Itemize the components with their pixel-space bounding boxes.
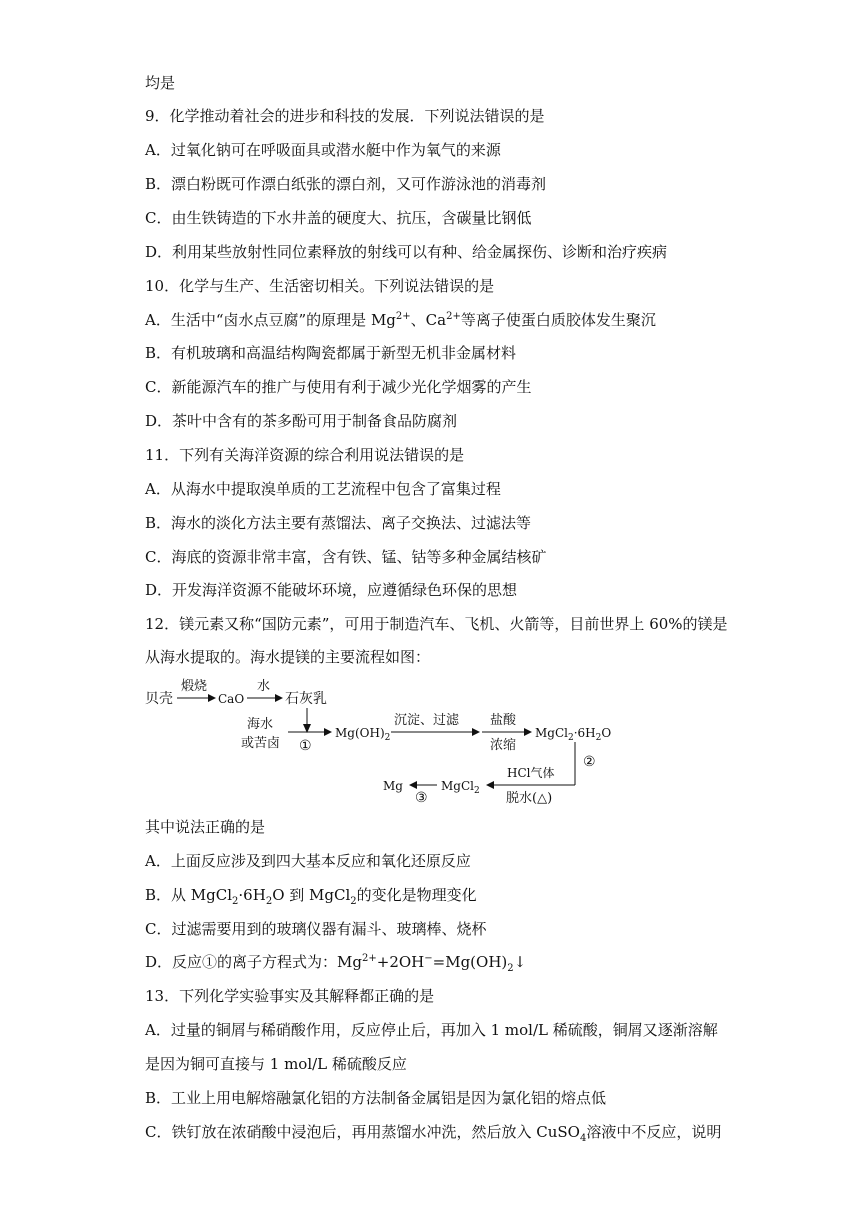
mgcl2-label: MgCl$_2$	[441, 779, 480, 796]
option-9c: C．由生铁铸造的下水井盖的硬度大、抗压，含碳量比钢低	[145, 209, 532, 227]
option-11a: A．从海水中提取溴单质的工艺流程中包含了富集过程	[145, 480, 501, 498]
option-13a-cont: 是因为铜可直接与 1 mol/L 稀硫酸反应	[145, 1055, 407, 1073]
option-12d: D．反应①的离子方程式为：$Mg^{2+}+2OH^-=Mg(OH)_2↓$	[145, 953, 527, 974]
option-10b: B．有机玻璃和高温结构陶瓷都属于新型无机非金属材料	[145, 344, 517, 362]
question-12: 12．镁元素又称“国防元素”，可用于制造汽车、飞机、火箭等，目前世界上 60%的镁是	[145, 615, 728, 633]
question-12-cont: 从海水提取的。海水提镁的主要流程如图：	[145, 648, 431, 666]
option-11c: C．海底的资源非常丰富，含有铁、锰、钴等多种金属结核矿	[145, 548, 547, 566]
dehydrate-label: 脱水(△)	[506, 791, 553, 806]
option-9d: D．利用某些放射性同位素释放的射线可以有种、给金属探伤、诊断和治疗疾病	[145, 243, 668, 261]
water-label: 水	[257, 679, 271, 694]
option-12c: C．过滤需要用到的玻璃仪器有漏斗、玻璃棒、烧杯	[145, 920, 487, 938]
question-10: 10．化学与生产、生活密切相关。下列说法错误的是	[145, 277, 495, 295]
brine-label: 或苦卤	[241, 736, 281, 751]
precip-filter-label: 沉淀、过滤	[394, 713, 460, 728]
mg-label: Mg	[383, 779, 403, 793]
calcine-label: 煅烧	[181, 679, 208, 694]
question-11: 11．下列有关海洋资源的综合利用说法错误的是	[145, 446, 465, 464]
step1-label: ①	[299, 738, 312, 754]
option-9a: A．过氧化钠可在呼吸面具或潜水艇中作为氧气的来源	[145, 141, 501, 159]
lime-milk-label: 石灰乳	[285, 691, 327, 707]
text-line: 均是	[145, 74, 176, 92]
mgoh2-label: $Mg(OH)_2$	[335, 726, 391, 743]
option-10c: C．新能源汽车的推广与使用有利于减少光化学烟雾的产生	[145, 378, 532, 396]
hcl-label: 盐酸	[490, 713, 517, 728]
step3-label: ③	[415, 790, 428, 806]
option-13c: C．铁钉放在浓硝酸中浸泡后，再用蒸馏水冲洗，然后放入 CuSO$_4$溶液中不反应，说明	[145, 1123, 722, 1144]
option-11b: B．海水的淡化方法主要有蒸馏法、离子交换法、过滤法等	[145, 514, 532, 532]
option-13b: B．工业上用电解熔融氯化铝的方法制备金属铝是因为氯化铝的熔点低	[145, 1089, 607, 1107]
option-12a: A．上面反应涉及到四大基本反应和氧化还原反应	[145, 852, 471, 870]
question-9: 9．化学推动着社会的进步和科技的发展．下列说法错误的是	[145, 107, 545, 125]
question-13: 13．下列化学实验事实及其解释都正确的是	[145, 987, 435, 1005]
seawater-label: 海水	[247, 717, 274, 732]
option-12b: B．从 $MgCl_2\cdot 6H_2O$ 到 MgCl$_2$的变化是物理变化	[145, 886, 477, 907]
option-9b: B．漂白粉既可作漂白纸张的漂白剂，又可作游泳池的消毒剂	[145, 175, 547, 193]
option-11d: D．开发海洋资源不能破坏环境，应遵循绿色环保的思想	[145, 581, 518, 599]
option-13a: A．过量的铜屑与稀硝酸作用，反应停止后，再加入 1 mol/L 稀硫酸，铜屑又逐渐溶解	[145, 1021, 718, 1039]
question-12-prompt: 其中说法正确的是	[145, 818, 266, 836]
cao-label: CaO	[218, 692, 245, 706]
option-10a: A．生活中“卤水点豆腐”的原理是 $Mg^{2+}$、$Ca^{2+}$等离子使蛋白质胶体发生聚沉	[145, 311, 656, 329]
hcl-gas-label: HCl气体	[507, 766, 555, 780]
mgcl2-hydrate-label: $MgCl_2\cdot 6H_2O$	[535, 726, 612, 743]
concentrate-label: 浓缩	[490, 738, 517, 753]
shell-label: 贝壳	[145, 691, 173, 707]
step2-label: ②	[583, 754, 596, 770]
option-10d: D．茶叶中含有的茶多酚可用于制备食品防腐剂	[145, 412, 458, 430]
magnesium-extraction-flowchart	[145, 674, 625, 806]
